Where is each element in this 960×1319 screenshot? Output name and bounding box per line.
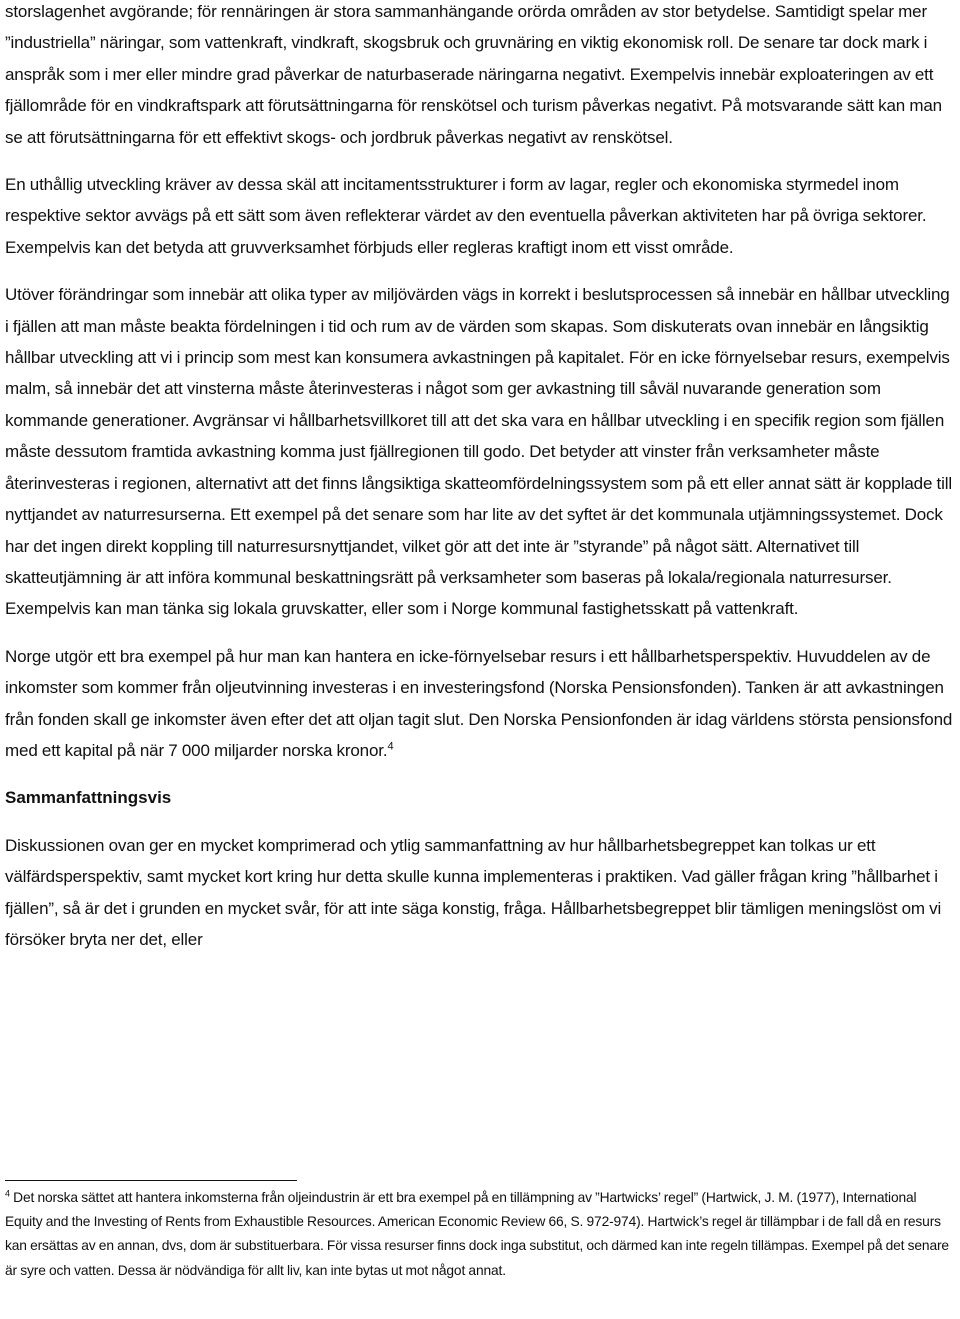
paragraph-gap bbox=[5, 153, 954, 169]
footnote-text: Det norska sättet att hantera inkomsterna från oljeindustrin är ett bra exempel på en tillämpning av ”Hartwicks’ regel” (Hartwick, J. M. (1977), International Equity and the Investing of Rents from Exhaustible Resources. American Economic Review 66, S. 972-974). Hartwick’s regel är tillämpbar i de fall då en resurs kan ersättas av en annan, dvs, dom är substituerbara. För vissa resurser finns dock inga substitut, och därmed kan inte regeln tillämpas. Exempel på det senare är syre och vatten. Dessa är nödvändiga för allt liv, kan inte bytas ut mot något annat. bbox=[5, 1190, 949, 1278]
body-paragraph: Utöver förändringar som innebär att olika typer av miljövärden vägs in korrekt i beslutsprocessen så innebär en hållbar utveckling i fjällen att man måste beakta fördelningen i tid och rum av de värden som skapas. Som diskuterats ovan innebär en långsiktig hållbar utveckling att vi i princip som mest kan konsumera avkastningen på kapitalet. För en icke förnyelsebar resurs, exempelvis malm, så innebär det att vinsterna måste återinvesteras i något som ger avkastning till såväl nuvarande generation som kommande generationer. Avgränsar vi hållbarhetsvillkoret till att det ska vara en hållbar utveckling i en specifik region som fjällen måste dessutom framtida avkastning komma just fjällregionen till godo. Det betyder att vinster från verksamheter måste återinvesteras i regionen, alternativt att det finns långsiktiga skatteomfördelningssystem som på ett eller annat sätt är kopplade till nyttjandet av naturresurserna. Ett exempel på det senare som har lite av det syftet är det kommunala utjämningssystemet. Dock har det ingen direkt koppling till naturresursnyttjandet, vilket gör att det inte är ”styrande” på något sätt. Alternativet till skatteutjämning är att införa kommunal beskattningsrätt på verksamheter som baseras på lokala/regionala naturresurser. Exempelvis kan man tänka sig lokala gruvskatter, eller som i Norge kommunal fastighetsskatt på vattenkraft. bbox=[5, 285, 952, 619]
paragraph-gap bbox=[5, 766, 954, 782]
footnote-reference[interactable]: 4 bbox=[387, 740, 394, 753]
paragraph-gap bbox=[5, 625, 954, 641]
paragraph-gap bbox=[5, 814, 954, 830]
paragraph-gap bbox=[5, 263, 954, 279]
body-paragraph-with-footnote bbox=[5, 641, 954, 767]
section-heading: Sammanfattningsvis bbox=[5, 788, 172, 808]
paragraph-text: Norge utgör ett bra exempel på hur man kan hantera en icke-förnyelsebar resurs i ett hållbarhetsperspektiv. Huvuddelen av de inkomster som kommer från oljeutvinning investeras i en investeringsfond (Norska Pensionsfonden). Tanken är att avkastningen från fonden skall ge inkomster även efter det att oljan tagit slut. Den Norska Pensionfonden är idag världens största pensionsfond med ett kapital på när 7 000 miljarder norska kronor. bbox=[5, 646, 953, 760]
footnote bbox=[5, 1186, 957, 1283]
summary-paragraph: Diskussionen ovan ger en mycket komprimerad och ytlig sammanfattning av hur hållbarhetsbegreppet kan tolkas ur ett välfärdsperspektiv, samt mycket kort kring hur detta skulle kunna implementeras i praktiken. Vad gäller frågan kring ”hållbarhet i fjällen”, så är det i grunden en mycket svår, för att inte säga konstig, fråga. Hållbarhetsbegreppet blir tämligen meningslöst om vi försöker bryta ner det, eller bbox=[5, 835, 942, 949]
body-paragraph: En uthållig utveckling kräver av dessa skäl att incitamentsstrukturer i form av lagar, regler och ekonomiska styrmedel inom respektive sektor avvägs på ett sätt som även reflekterar värdet av den eventuella påverkan aktiviteten har på övriga sektorer. Exempelvis kan det betyda att gruvverksamhet förbjuds eller regleras kraftigt inom ett visst område. bbox=[5, 175, 927, 257]
footnote-number: 4 bbox=[5, 1188, 10, 1199]
body-paragraph: storslagenhet avgörande; för rennäringen är stora sammanhängande orörda områden av stor betydelse. Samtidigt spelar mer ”industriella” näringar, som vattenkraft, vindkraft, skogsbruk och gruvnäring en viktig ekonomisk roll. De senare tar dock mark i anspråk som i mer eller mindre grad påverkar de naturbaserade näringarna negativt. Exempelvis innebär exploateringen av ett fjällområde för en vindkraftspark att förutsättningarna för renskötsel och turism påverkas negativt. På motsvarande sätt kan man se att förutsättningarna för ett effektivt skogs- och jordbruk påverkas negativt av renskötsel. bbox=[5, 2, 942, 147]
footnote-separator bbox=[5, 1180, 297, 1181]
